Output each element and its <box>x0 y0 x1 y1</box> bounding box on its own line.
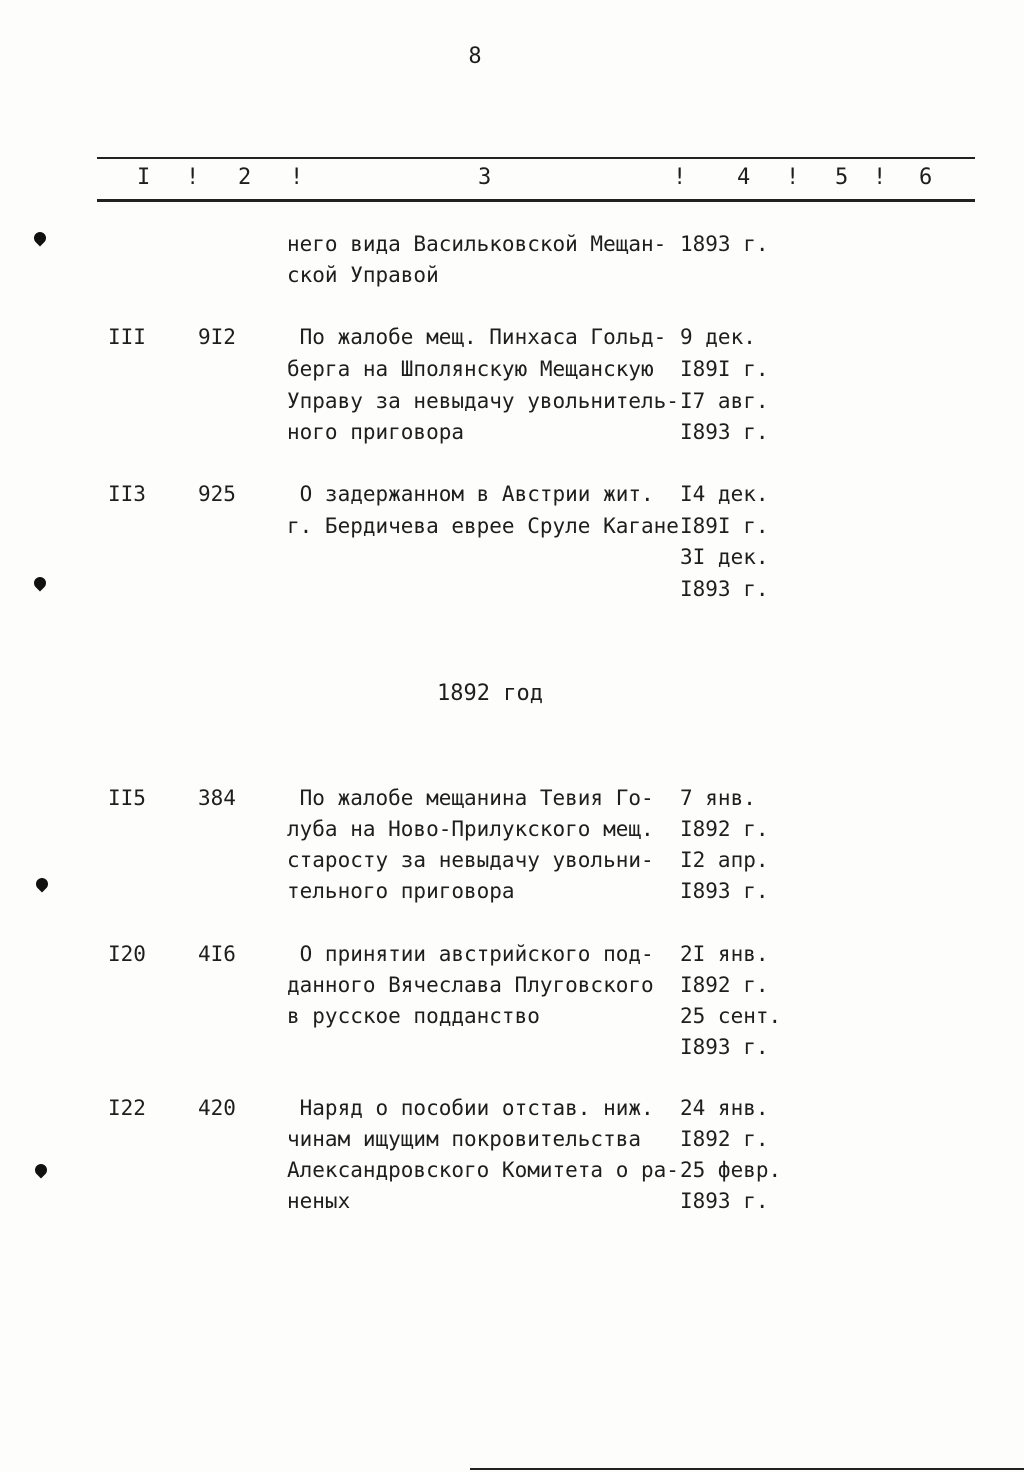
entry-date: I892 г. <box>680 1127 769 1151</box>
entry-number: I20 <box>108 942 146 966</box>
entry-date: 25 сент. <box>680 1004 782 1028</box>
entry-description-line: данного Вячеслава Плуговского <box>287 973 654 997</box>
entry-code: 925 <box>198 482 236 506</box>
entry-date: 7 янв. <box>680 786 756 810</box>
entry-description-line: него вида Васильковской Мещан- <box>287 232 667 256</box>
entry-description-line: О задержанном в Австрии жит. <box>287 482 654 506</box>
entry-description-line: старосту за невыдачу увольни- <box>287 848 654 872</box>
header-separator: ! <box>186 165 200 190</box>
entry-code: 4I6 <box>198 942 236 966</box>
entry-number: II5 <box>108 786 146 810</box>
entry-number: II3 <box>108 482 146 506</box>
header-separator: ! <box>673 165 687 190</box>
page-number: 8 <box>468 44 482 69</box>
entry-description-line: Наряд о пособии отстав. ниж. <box>287 1096 654 1120</box>
entry-date: I2 апр. <box>680 848 769 872</box>
entry-date: I892 г. <box>680 817 769 841</box>
entry-number: III <box>108 325 146 349</box>
header-col-1: I <box>137 165 151 190</box>
entry-description-line: По жалобе мещанина Тевия Го- <box>287 786 654 810</box>
entry-date: I893 г. <box>680 879 769 903</box>
entry-date: I89I г. <box>680 514 769 538</box>
binding-hole-mark <box>32 230 49 247</box>
entry-description-line: луба на Ново-Прилукского мещ. <box>287 817 654 841</box>
binding-hole-mark <box>33 1162 50 1179</box>
entry-date: I7 авг. <box>680 389 769 413</box>
header-col-6: 6 <box>919 165 933 190</box>
entry-date: 2I янв. <box>680 942 769 966</box>
entry-number: I22 <box>108 1096 146 1120</box>
table-top-rule <box>97 157 975 159</box>
entry-date: I893 г. <box>680 420 769 444</box>
entry-description-line: г. Бердичева еврее Сруле Кагане <box>287 514 679 538</box>
entry-description-line: ного приговора <box>287 420 465 444</box>
header-separator: ! <box>786 165 800 190</box>
header-separator: ! <box>290 165 304 190</box>
entry-date: 9 дек. <box>680 325 756 349</box>
entry-date: I892 г. <box>680 973 769 997</box>
entry-description-line: в русское подданство <box>287 1004 540 1028</box>
table-header-rule <box>97 199 975 202</box>
entry-description-line: Александровского Комитета о ра- <box>287 1158 679 1182</box>
entry-date: I89I г. <box>680 357 769 381</box>
entry-date: 1893 г. <box>680 232 769 256</box>
entry-description-line: Управу за невыдачу увольнитель- <box>287 389 679 413</box>
entry-date: 25 февр. <box>680 1158 782 1182</box>
header-separator: ! <box>873 165 887 190</box>
binding-hole-mark <box>32 575 49 592</box>
footer-rule <box>470 1468 1024 1470</box>
entry-description-line: По жалобе мещ. Пинхаса Гольд- <box>287 325 667 349</box>
entry-code: 420 <box>198 1096 236 1120</box>
section-title: 1892 год <box>437 681 543 706</box>
header-col-4: 4 <box>737 165 751 190</box>
entry-description-line: берга на Шполянскую Мещанскую <box>287 357 654 381</box>
header-col-3: 3 <box>478 165 492 190</box>
header-col-2: 2 <box>238 165 252 190</box>
entry-description-line: неных <box>287 1189 351 1213</box>
entry-description-line: чинам ищущим покровительства <box>287 1127 642 1151</box>
entry-date: I893 г. <box>680 577 769 601</box>
entry-code: 384 <box>198 786 236 810</box>
binding-hole-mark <box>34 876 51 893</box>
entry-description-line: ской Управой <box>287 263 439 287</box>
entry-date: 24 янв. <box>680 1096 769 1120</box>
entry-date: I893 г. <box>680 1189 769 1213</box>
entry-description-line: О принятии австрийского под- <box>287 942 654 966</box>
entry-date: I4 дек. <box>680 482 769 506</box>
entry-code: 9I2 <box>198 325 236 349</box>
entry-date: I893 г. <box>680 1035 769 1059</box>
entry-description-line: тельного приговора <box>287 879 515 903</box>
entry-date: 3I дек. <box>680 545 769 569</box>
header-col-5: 5 <box>835 165 849 190</box>
